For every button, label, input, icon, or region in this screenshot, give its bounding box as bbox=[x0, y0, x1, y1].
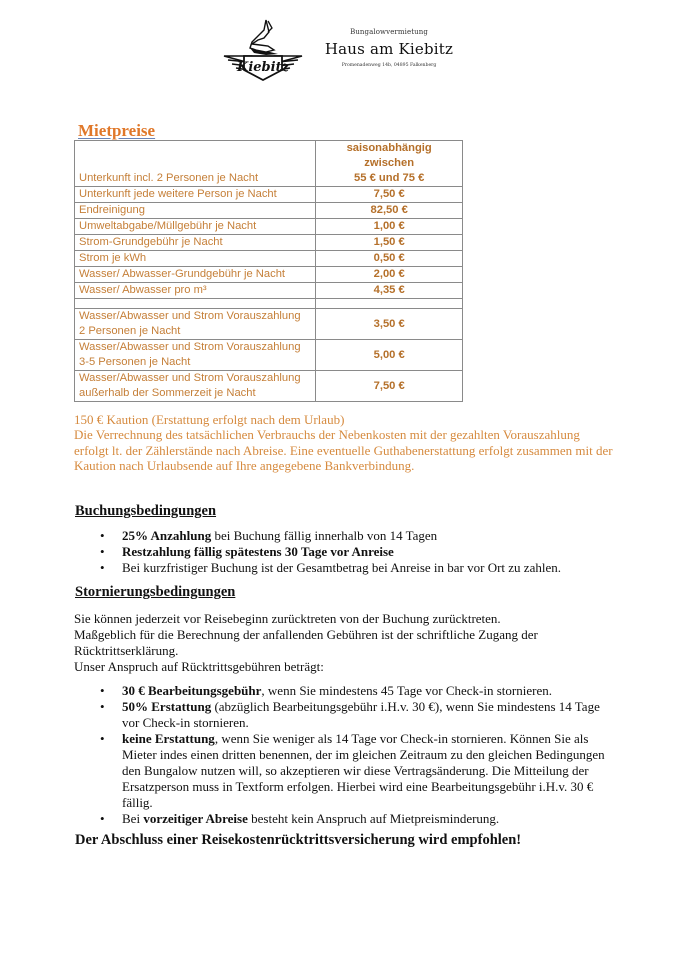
list-item-text: , wenn Sie weniger als 14 Tage vor Check-in stornieren. Können Sie als Mieter indes einen dritten benennen, der im gleichen Zeitraum zu den gleichen Bedingungen den Bungalow nutzen will, so akzeptieren wir diese Vertragsänderung. Die Mitteilung der Ersatzperson muss in Textform erfolgen. Hierbei wird eine Bearbeitungsgebühr i.H.v. 30 € fällig. bbox=[122, 731, 605, 810]
table-row bbox=[75, 219, 463, 235]
table-row bbox=[75, 371, 463, 402]
table-row bbox=[75, 267, 463, 283]
price-value: 7,50 € bbox=[316, 187, 463, 203]
cancellation-intro bbox=[74, 611, 614, 675]
price-value: 0,50 € bbox=[316, 251, 463, 267]
list-item-text: , wenn Sie mindestens 45 Tage vor Check-in stornieren. bbox=[261, 683, 552, 698]
deposit-notes bbox=[74, 412, 614, 474]
table-row bbox=[75, 141, 463, 187]
list-item bbox=[100, 731, 620, 811]
price-label bbox=[75, 371, 316, 402]
brand-block bbox=[314, 28, 464, 68]
price-label-line: Wasser/Abwasser und Strom Vorauszahlung bbox=[79, 341, 301, 353]
table-row bbox=[75, 187, 463, 203]
list-item-bold: keine Erstattung bbox=[122, 731, 215, 746]
list-item bbox=[100, 683, 620, 699]
letterhead bbox=[222, 18, 472, 84]
list-item bbox=[100, 811, 620, 827]
list-item-bold: 25% Anzahlung bbox=[122, 528, 212, 543]
list-item-bold: 30 € Bearbeitungsgebühr bbox=[122, 683, 262, 698]
brand-title: Haus am Kiebitz bbox=[324, 40, 454, 58]
intro-line: Unser Anspruch auf Rücktrittsgebühren beträgt: bbox=[74, 659, 324, 674]
price-label-line: 2 Personen je Nacht bbox=[79, 325, 181, 337]
cancellation-heading: Stornierungsbedingungen bbox=[75, 584, 236, 600]
table-row bbox=[75, 235, 463, 251]
settlement-text: Die Verrechnung des tatsächlichen Verbrauchs der Nebenkosten mit der gezahlten Vorauszahlung erfolgt lt. der Zählerstände nach Abreise. Eine eventuelle Guthabenerstattung erfolgt zusammen mit der Kaution nach Urlaubsende auf Ihre angegebene Bankverbindung. bbox=[74, 427, 613, 474]
table-row bbox=[75, 251, 463, 267]
price-value: 1,50 € bbox=[316, 235, 463, 251]
svg-text:Kiebitz: Kiebitz bbox=[237, 60, 289, 75]
price-value-line: saisonabhängig zwischen bbox=[346, 142, 432, 169]
price-value: 1,00 € bbox=[316, 219, 463, 235]
price-label-line: Wasser/Abwasser und Strom Vorauszahlung bbox=[79, 372, 301, 384]
table-row bbox=[75, 203, 463, 219]
price-value: 82,50 € bbox=[316, 203, 463, 219]
deposit-text: 150 € Kaution (Erstattung erfolgt nach dem Urlaub) bbox=[74, 412, 345, 427]
price-value: 5,00 € bbox=[316, 340, 463, 371]
price-label-line: Wasser/Abwasser und Strom Vorauszahlung bbox=[79, 310, 301, 322]
price-value bbox=[316, 141, 463, 187]
list-item-prefix: Bei bbox=[122, 811, 144, 826]
list-item-text: besteht kein Anspruch auf Mietpreisminderung. bbox=[247, 811, 500, 826]
list-item-bold: Restzahlung fällig spätestens 30 Tage vor Anreise bbox=[122, 544, 394, 559]
price-label-line: außerhalb der Sommerzeit je Nacht bbox=[79, 387, 256, 399]
price-label: Endreinigung bbox=[75, 203, 316, 219]
intro-line: Maßgeblich für die Berechnung der anfallenden Gebühren ist der schriftliche Zugang der Rücktrittserklärung. bbox=[74, 627, 538, 658]
price-label: Strom je kWh bbox=[75, 251, 316, 267]
brand-address: Promenadenweg 14b, 04895 Falkenberg bbox=[341, 63, 437, 68]
price-value: 2,00 € bbox=[316, 267, 463, 283]
price-label: Unterkunft jede weitere Person je Nacht bbox=[75, 187, 316, 203]
list-item bbox=[100, 544, 620, 560]
kiebitz-logo-icon bbox=[222, 18, 304, 84]
table-row bbox=[75, 340, 463, 371]
list-item bbox=[100, 560, 620, 576]
list-item bbox=[100, 699, 620, 731]
price-label-line: 3-5 Personen je Nacht bbox=[79, 356, 191, 368]
table-row-empty bbox=[75, 299, 463, 309]
list-item-bold: 50% Erstattung bbox=[122, 699, 212, 714]
table-row bbox=[75, 283, 463, 299]
list-item-bold: vorzeitiger Abreise bbox=[143, 811, 248, 826]
prices-heading: Mietpreise bbox=[78, 121, 156, 140]
list-item-text: Bei kurzfristiger Buchung ist der Gesamtbetrag bei Anreise in bar vor Ort zu zahlen. bbox=[122, 560, 561, 575]
intro-line: Sie können jederzeit vor Reisebeginn zurücktreten von der Buchung zurücktreten. bbox=[74, 611, 501, 626]
cancellation-list bbox=[100, 683, 620, 827]
price-label: Wasser/ Abwasser pro m³ bbox=[75, 283, 316, 299]
price-label: Strom-Grundgebühr je Nacht bbox=[75, 235, 316, 251]
price-value bbox=[316, 299, 463, 309]
price-label: Umweltabgabe/Müllgebühr je Nacht bbox=[75, 219, 316, 235]
price-table bbox=[74, 140, 463, 402]
booking-list bbox=[100, 528, 620, 576]
price-label: Unterkunft incl. 2 Personen je Nacht bbox=[75, 141, 316, 187]
price-label: Wasser/ Abwasser-Grundgebühr je Nacht bbox=[75, 267, 316, 283]
list-item-text: (abzüglich Bearbeitungsgebühr i.H.v. 30 €), wenn Sie mindestens 14 Tage vor Check-in stornieren. bbox=[122, 699, 600, 730]
price-label bbox=[75, 340, 316, 371]
list-item-text: bei Buchung fällig innerhalb von 14 Tagen bbox=[211, 528, 438, 543]
insurance-recommendation: Der Abschluss einer Reisekostenrücktrittsversicherung wird empfohlen! bbox=[75, 832, 522, 848]
price-label bbox=[75, 299, 316, 309]
price-value: 3,50 € bbox=[316, 309, 463, 340]
table-row bbox=[75, 309, 463, 340]
price-label bbox=[75, 309, 316, 340]
price-value: 7,50 € bbox=[316, 371, 463, 402]
price-value-line: 55 € und 75 € bbox=[354, 172, 425, 184]
list-item bbox=[100, 528, 620, 544]
price-value: 4,35 € bbox=[316, 283, 463, 299]
brand-subtitle: Bungalowvermietung bbox=[350, 28, 428, 36]
booking-heading: Buchungsbedingungen bbox=[75, 503, 217, 519]
